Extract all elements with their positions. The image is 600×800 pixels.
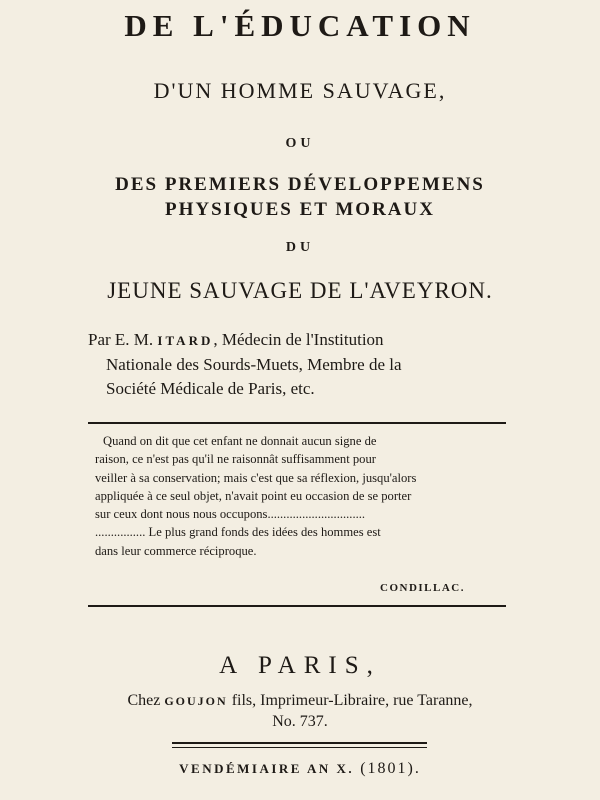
publisher-name: GOUJON bbox=[164, 694, 228, 708]
author-prefix: Par E. M. bbox=[88, 330, 154, 349]
epigraph-attribution: CONDILLAC. bbox=[380, 582, 465, 594]
author-line-1-rest: , Médecin de l'Institution bbox=[213, 330, 384, 349]
epigraph-line: veiller à sa conservation; mais c'est que sa réflexion, jusqu'alors bbox=[95, 470, 417, 485]
title-line-1: DE L'ÉDUCATION bbox=[124, 8, 476, 43]
title-preposition-du: DU bbox=[285, 240, 315, 255]
epigraph bbox=[95, 432, 505, 560]
imprint-city: A PARIS, bbox=[219, 652, 381, 679]
publisher-address: fils, Imprimeur-Libraire, rue Taranne, bbox=[231, 692, 473, 709]
author-line-1 bbox=[88, 328, 508, 353]
epigraph-line: Quand on dit que cet enfant ne donnait aucun signe de bbox=[103, 434, 377, 448]
divider-top bbox=[88, 422, 506, 424]
title-line-2: D'UN HOMME SAUVAGE, bbox=[153, 78, 447, 103]
publisher-prefix: Chez bbox=[127, 692, 161, 709]
divider-bottom-thin bbox=[172, 747, 427, 748]
author-line-2: Nationale des Sourds-Muets, Membre de la bbox=[106, 355, 402, 374]
title-line-3b: PHYSIQUES ET MORAUX bbox=[165, 199, 435, 220]
divider-bottom bbox=[172, 742, 427, 744]
date-gregorian-year: (1801). bbox=[360, 760, 421, 777]
epigraph-line: dans leur commerce réciproque. bbox=[95, 543, 257, 558]
imprint-date bbox=[0, 760, 600, 778]
divider-middle bbox=[88, 605, 506, 607]
title-line-4: JEUNE SAUVAGE DE L'AVEYRON. bbox=[107, 278, 493, 303]
title-line-3a: DES PREMIERS DÉVELOPPEMENS bbox=[115, 174, 485, 195]
epigraph-line: ................ Le plus grand fonds des idées des hommes est bbox=[95, 525, 381, 540]
author-line-3: Société Médicale de Paris, etc. bbox=[106, 379, 315, 398]
author-block bbox=[88, 328, 508, 401]
imprint-publisher bbox=[0, 692, 600, 710]
date-month-year: VENDÉMIAIRE AN X. bbox=[179, 761, 355, 776]
title-line-3 bbox=[0, 172, 600, 222]
epigraph-line: raison, ce n'est pas qu'il ne raisonnât suffisamment pour bbox=[95, 452, 376, 467]
imprint-number: No. 737. bbox=[272, 713, 328, 730]
title-conjunction-ou: OU bbox=[285, 136, 315, 151]
epigraph-line: appliquée à ce seul objet, n'avait point eu occasion de se porter bbox=[95, 488, 412, 503]
author-name: ITARD bbox=[157, 333, 214, 348]
epigraph-line: sur ceux dont nous nous occupons............................... bbox=[95, 507, 366, 522]
